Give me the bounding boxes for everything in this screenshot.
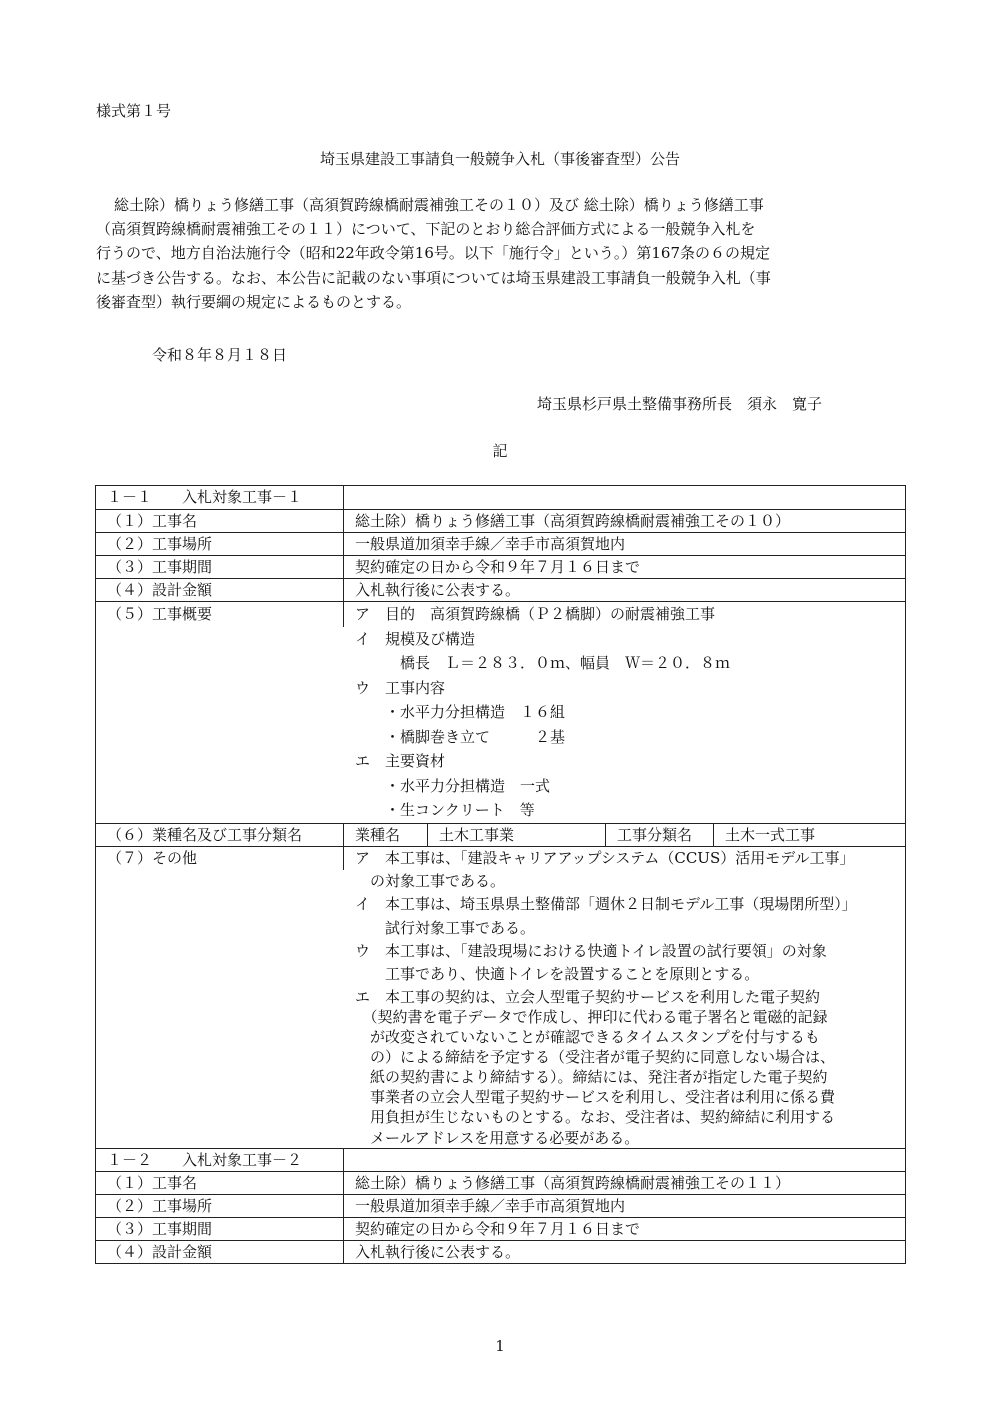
row-value: 契約確定の日から令和９年７月１６日まで bbox=[355, 558, 641, 576]
row-value: 契約確定の日から令和９年７月１６日まで bbox=[355, 1219, 641, 1238]
other-line: 用負担が生じないものとする。なお、受注者は、契約締結に利用する bbox=[355, 1108, 836, 1127]
overview-line: エ 主要資材 bbox=[355, 752, 446, 770]
overview-line: ウ 工事内容 bbox=[355, 678, 446, 697]
overview-line: 橋長 Ｌ＝２８３．０ｍ、幅員 Ｗ＝２０．８ｍ bbox=[355, 654, 731, 672]
row-label: （７）その他 bbox=[96, 847, 344, 870]
section-header: １－１ 入札対象工事－１ bbox=[96, 486, 344, 509]
gyoshu-label: 業種名 bbox=[344, 824, 428, 846]
row-value: 入札執行後に公表する。 bbox=[355, 1242, 521, 1261]
other-line: 紙の契約書により締結する）。締結には、発注者が指定した電子契約 bbox=[355, 1068, 828, 1087]
row-label: （１）工事名 bbox=[96, 1172, 344, 1194]
section-header-blank bbox=[344, 1149, 905, 1171]
row-label: （２）工事場所 bbox=[96, 533, 344, 555]
other-line: エ 本工事の契約は、立会人型電子契約サービスを利用した電子契約 bbox=[355, 987, 821, 1006]
row-label: （１）工事名 bbox=[96, 510, 344, 532]
overview-line: ・水平力分担構造 １６組 bbox=[355, 703, 566, 721]
table-row bbox=[96, 1148, 905, 1171]
row-label: （６）業種名及び工事分類名 bbox=[96, 824, 344, 846]
row-value: 一般県道加須幸手線／幸手市高須賀地内 bbox=[355, 1196, 626, 1215]
gyoshu-value: 土木工事業 bbox=[428, 824, 606, 846]
overview-cell bbox=[344, 602, 905, 823]
document-title: 埼玉県建設工事請負一般競争入札（事後審査型）公告 bbox=[319, 150, 680, 168]
form-label: 様式第１号 bbox=[96, 102, 172, 120]
overview-line: ア 目的 高須賀跨線橋（Ｐ２橋脚）の耐震補強工事 bbox=[355, 605, 716, 623]
bunrui-label: 工事分類名 bbox=[606, 824, 714, 846]
bunrui-value: 土木一式工事 bbox=[725, 825, 816, 844]
table-row bbox=[96, 1194, 905, 1217]
row-label: （２）工事場所 bbox=[96, 1195, 344, 1217]
table-row bbox=[96, 846, 905, 1148]
intro-line: （高須賀跨線橋耐震補強工その１１）について、下記のとおり総合評価方式による一般競争入札を bbox=[96, 220, 756, 239]
table-row bbox=[96, 1217, 905, 1240]
ki-heading: 記 bbox=[492, 442, 508, 460]
overview-line: イ 規模及び構造 bbox=[355, 629, 476, 648]
page-number: 1 bbox=[495, 1337, 505, 1355]
intro-line: に基づき公告する。なお、本公告に記載のない事項については埼玉県建設工事請負一般競争入札（事 bbox=[96, 268, 771, 287]
other-line: （契約書を電子データで作成し、押印に代わる電子署名と電磁的記録 bbox=[355, 1007, 828, 1026]
category-cell bbox=[344, 824, 905, 846]
overview-line: ・橋脚巻き立て ２基 bbox=[355, 727, 566, 746]
row-value: 入札執行後に公表する。 bbox=[355, 581, 521, 599]
other-line: 試行対象工事である。 bbox=[355, 918, 536, 937]
row-label: （４）設計金額 bbox=[96, 1241, 344, 1263]
table-row bbox=[96, 509, 905, 532]
overview-line: ・水平力分担構造 一式 bbox=[355, 776, 551, 795]
notice-date: 令和８年８月１８日 bbox=[152, 346, 288, 364]
table-row bbox=[96, 555, 905, 578]
table-row bbox=[96, 823, 905, 846]
table-row bbox=[96, 486, 905, 509]
row-value: 総土除）橋りょう修繕工事（高須賀跨線橋耐震補強工その１０） bbox=[355, 512, 791, 530]
table-row bbox=[96, 1240, 905, 1263]
table-row bbox=[96, 532, 905, 555]
other-line: の対象工事である。 bbox=[355, 871, 506, 890]
table-row bbox=[96, 601, 905, 823]
other-line: の）による締結を予定する（受注者が電子契約に同意しない場合は、 bbox=[355, 1048, 836, 1067]
table-row bbox=[96, 1171, 905, 1194]
other-line: ウ 本工事は、「建設現場における快適トイレ設置の試行要領」の対象 bbox=[355, 942, 827, 961]
row-label: （３）工事期間 bbox=[96, 556, 344, 578]
intro-paragraph bbox=[96, 193, 908, 314]
intro-line: 後審査型）執行要綱の規定によるものとする。 bbox=[96, 292, 412, 311]
row-value: 総土除）橋りょう修繕工事（高須賀跨線橋耐震補強工その１１） bbox=[355, 1173, 791, 1192]
row-label: （３）工事期間 bbox=[96, 1218, 344, 1240]
section-header: １－２ 入札対象工事－２ bbox=[96, 1149, 344, 1171]
other-line: 工事であり、快適トイレを設置することを原則とする。 bbox=[355, 965, 760, 984]
row-label: （４）設計金額 bbox=[96, 579, 344, 601]
other-line: が改変されていないことが確認できるタイムスタンプを付与するも bbox=[355, 1028, 820, 1047]
issuer-name: 埼玉県杉戸県土整備事務所長 須永 寛子 bbox=[537, 395, 823, 413]
row-label: （５）工事概要 bbox=[96, 602, 344, 627]
intro-line: 行うので、地方自治法施行令（昭和22年政令第16号。以下「施行令」という。）第167条の６の規定 bbox=[96, 244, 771, 263]
other-line: ア 本工事は、「建設キャリアアップシステム（CCUS）活用モデル工事」 bbox=[355, 848, 855, 867]
other-cell bbox=[344, 847, 905, 1148]
overview-line: ・生コンクリート 等 bbox=[355, 801, 535, 819]
section-header-blank bbox=[344, 486, 905, 509]
other-line: イ 本工事は、埼玉県県土整備部「週休２日制モデル工事（現場閉所型）」 bbox=[355, 895, 857, 914]
table-row bbox=[96, 578, 905, 601]
row-value: 一般県道加須幸手線／幸手市高須賀地内 bbox=[355, 535, 626, 553]
details-table bbox=[95, 485, 906, 1264]
other-line: 事業者の立会人型電子契約サービスを利用し、受注者は利用に係る費 bbox=[355, 1088, 836, 1107]
other-line: メールアドレスを用意する必要がある。 bbox=[355, 1128, 640, 1147]
intro-line: 総土除）橋りょう修繕工事（高須賀跨線橋耐震補強工その１０）及び 総土除）橋りょう修繕工事 bbox=[114, 196, 764, 214]
